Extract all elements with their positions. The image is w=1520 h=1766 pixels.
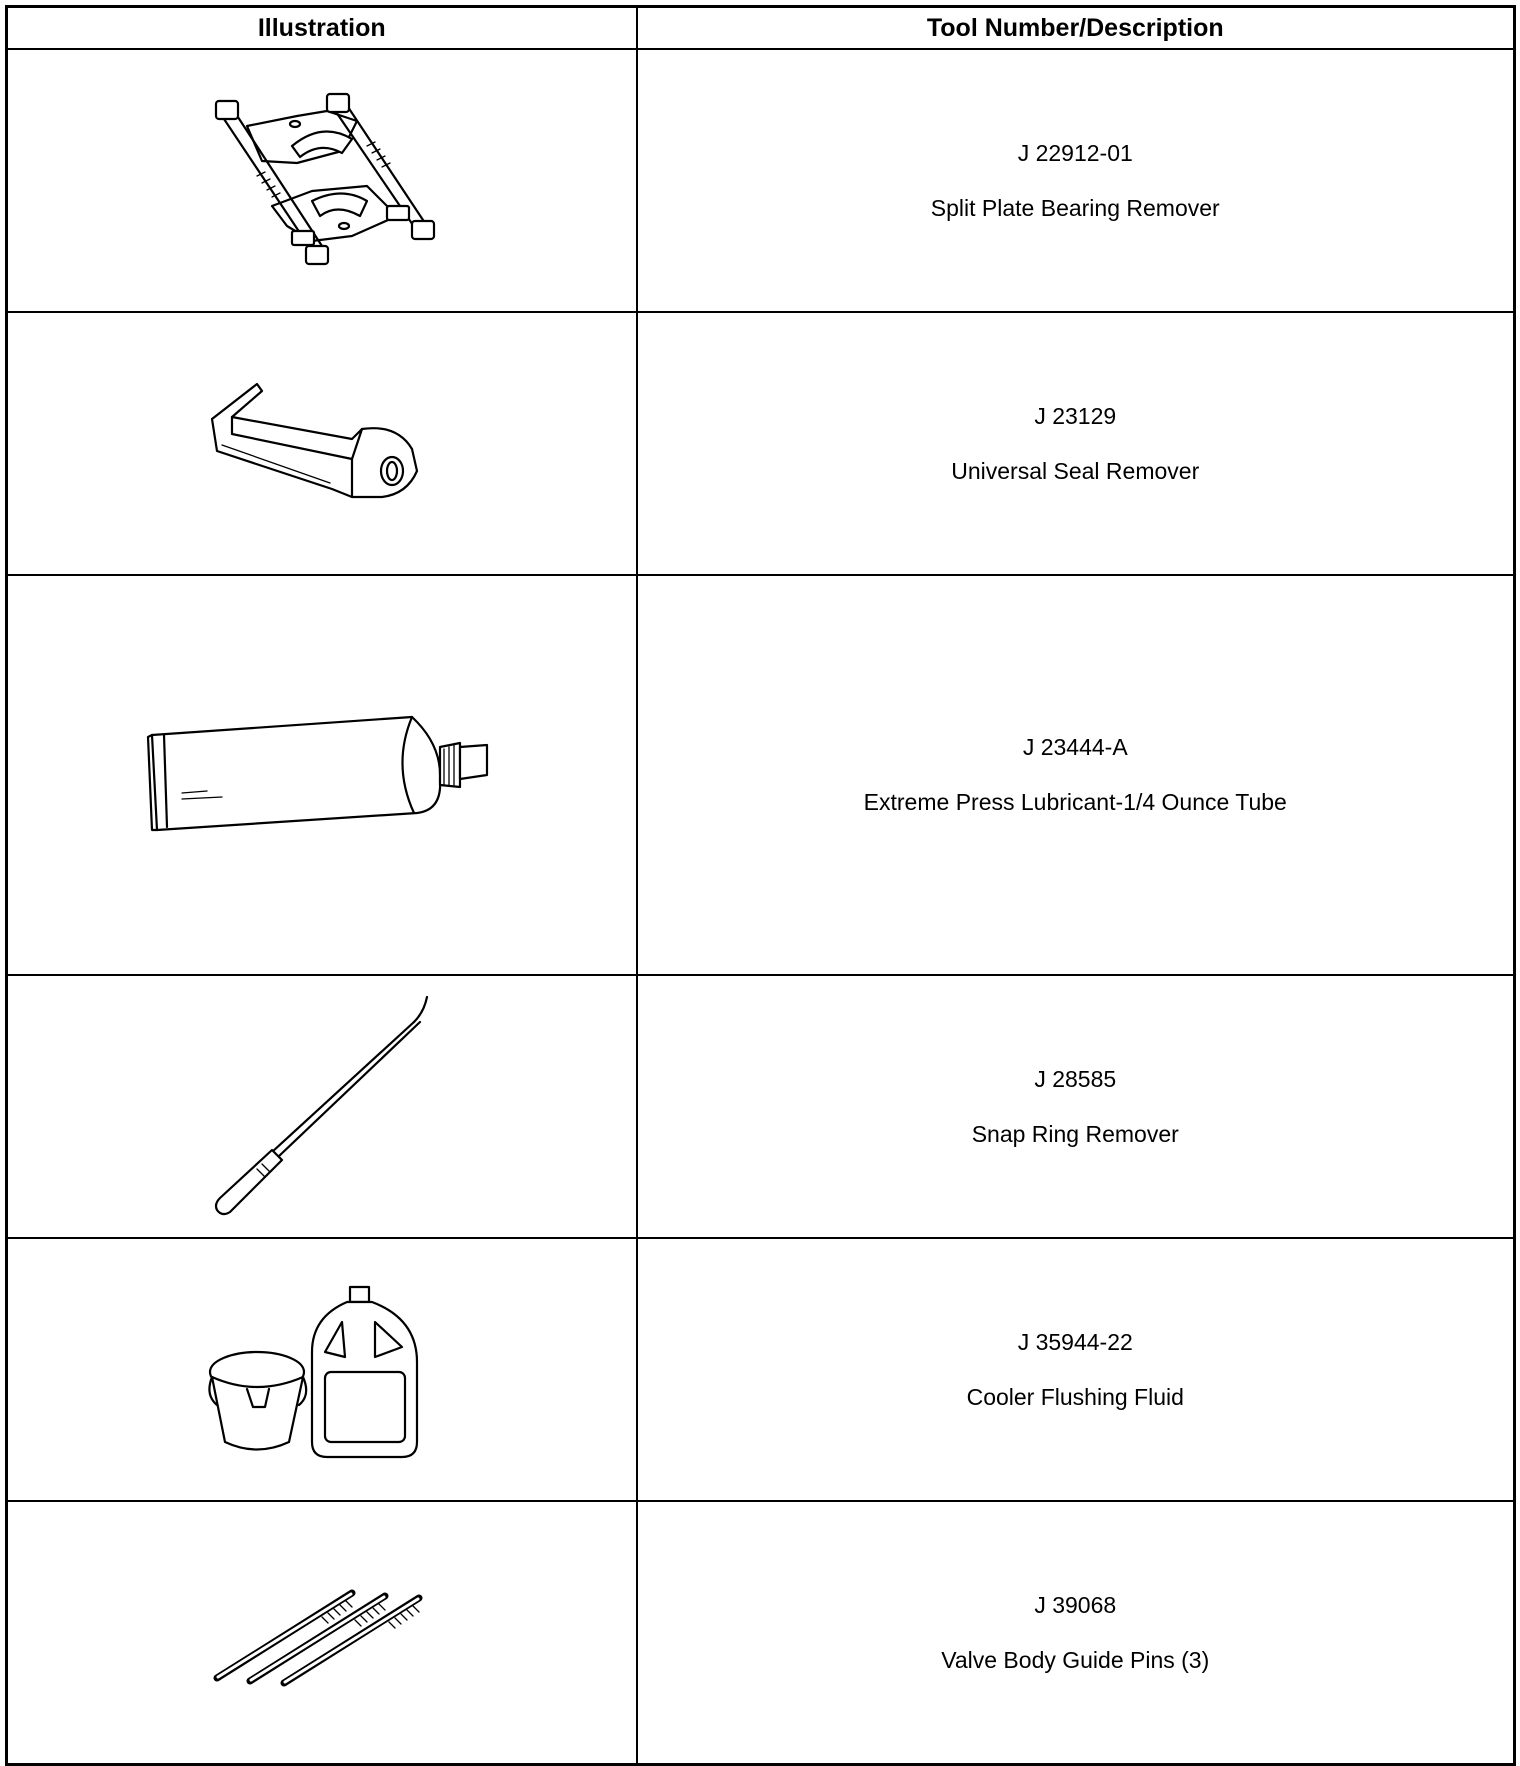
tool-name: Extreme Press Lubricant-1/4 Ounce Tube — [863, 789, 1287, 815]
table-row — [7, 575, 1515, 975]
flushing-fluid-bucket-jug-icon — [207, 1277, 437, 1462]
table-row — [7, 312, 1515, 575]
illustration-cell — [7, 312, 637, 575]
special-tools-table — [5, 5, 1516, 1766]
snap-ring-remover-icon — [202, 992, 442, 1222]
description-cell — [637, 312, 1515, 575]
header-row — [7, 7, 1515, 50]
table-row — [7, 1501, 1515, 1765]
tool-number: J 35944-22 — [1017, 1328, 1133, 1355]
illustration-cell — [7, 1501, 637, 1765]
description-header: Tool Number/Description — [637, 7, 1515, 50]
description-cell — [637, 1238, 1515, 1501]
illustration-header: Illustration — [7, 7, 637, 50]
tool-number: J 28585 — [1034, 1065, 1117, 1092]
lubricant-tube-icon — [142, 705, 502, 845]
tool-name: Snap Ring Remover — [971, 1120, 1179, 1147]
tool-name: Cooler Flushing Fluid — [966, 1383, 1184, 1410]
illustration-cell — [7, 1238, 637, 1501]
universal-seal-remover-icon — [202, 379, 442, 509]
tool-number: J 22912-01 — [1017, 139, 1133, 166]
tool-name: Universal Seal Remover — [951, 457, 1200, 484]
description-cell — [637, 575, 1515, 975]
illustration-cell — [7, 975, 637, 1238]
description-cell — [637, 1501, 1515, 1765]
illustration-cell — [7, 49, 637, 312]
guide-pins-icon — [202, 1573, 442, 1693]
tool-number: J 39068 — [1034, 1591, 1117, 1618]
tool-name: Valve Body Guide Pins (3) — [941, 1646, 1210, 1673]
illustration-cell — [7, 575, 637, 975]
table-row — [7, 975, 1515, 1238]
tool-number: J 23129 — [1034, 402, 1117, 429]
tool-number: J 23444-A — [1022, 734, 1128, 760]
table-row — [7, 49, 1515, 312]
split-plate-bearing-remover-icon — [202, 91, 442, 271]
table-row — [7, 1238, 1515, 1501]
tool-name: Split Plate Bearing Remover — [930, 194, 1220, 221]
description-cell — [637, 975, 1515, 1238]
description-cell — [637, 49, 1515, 312]
